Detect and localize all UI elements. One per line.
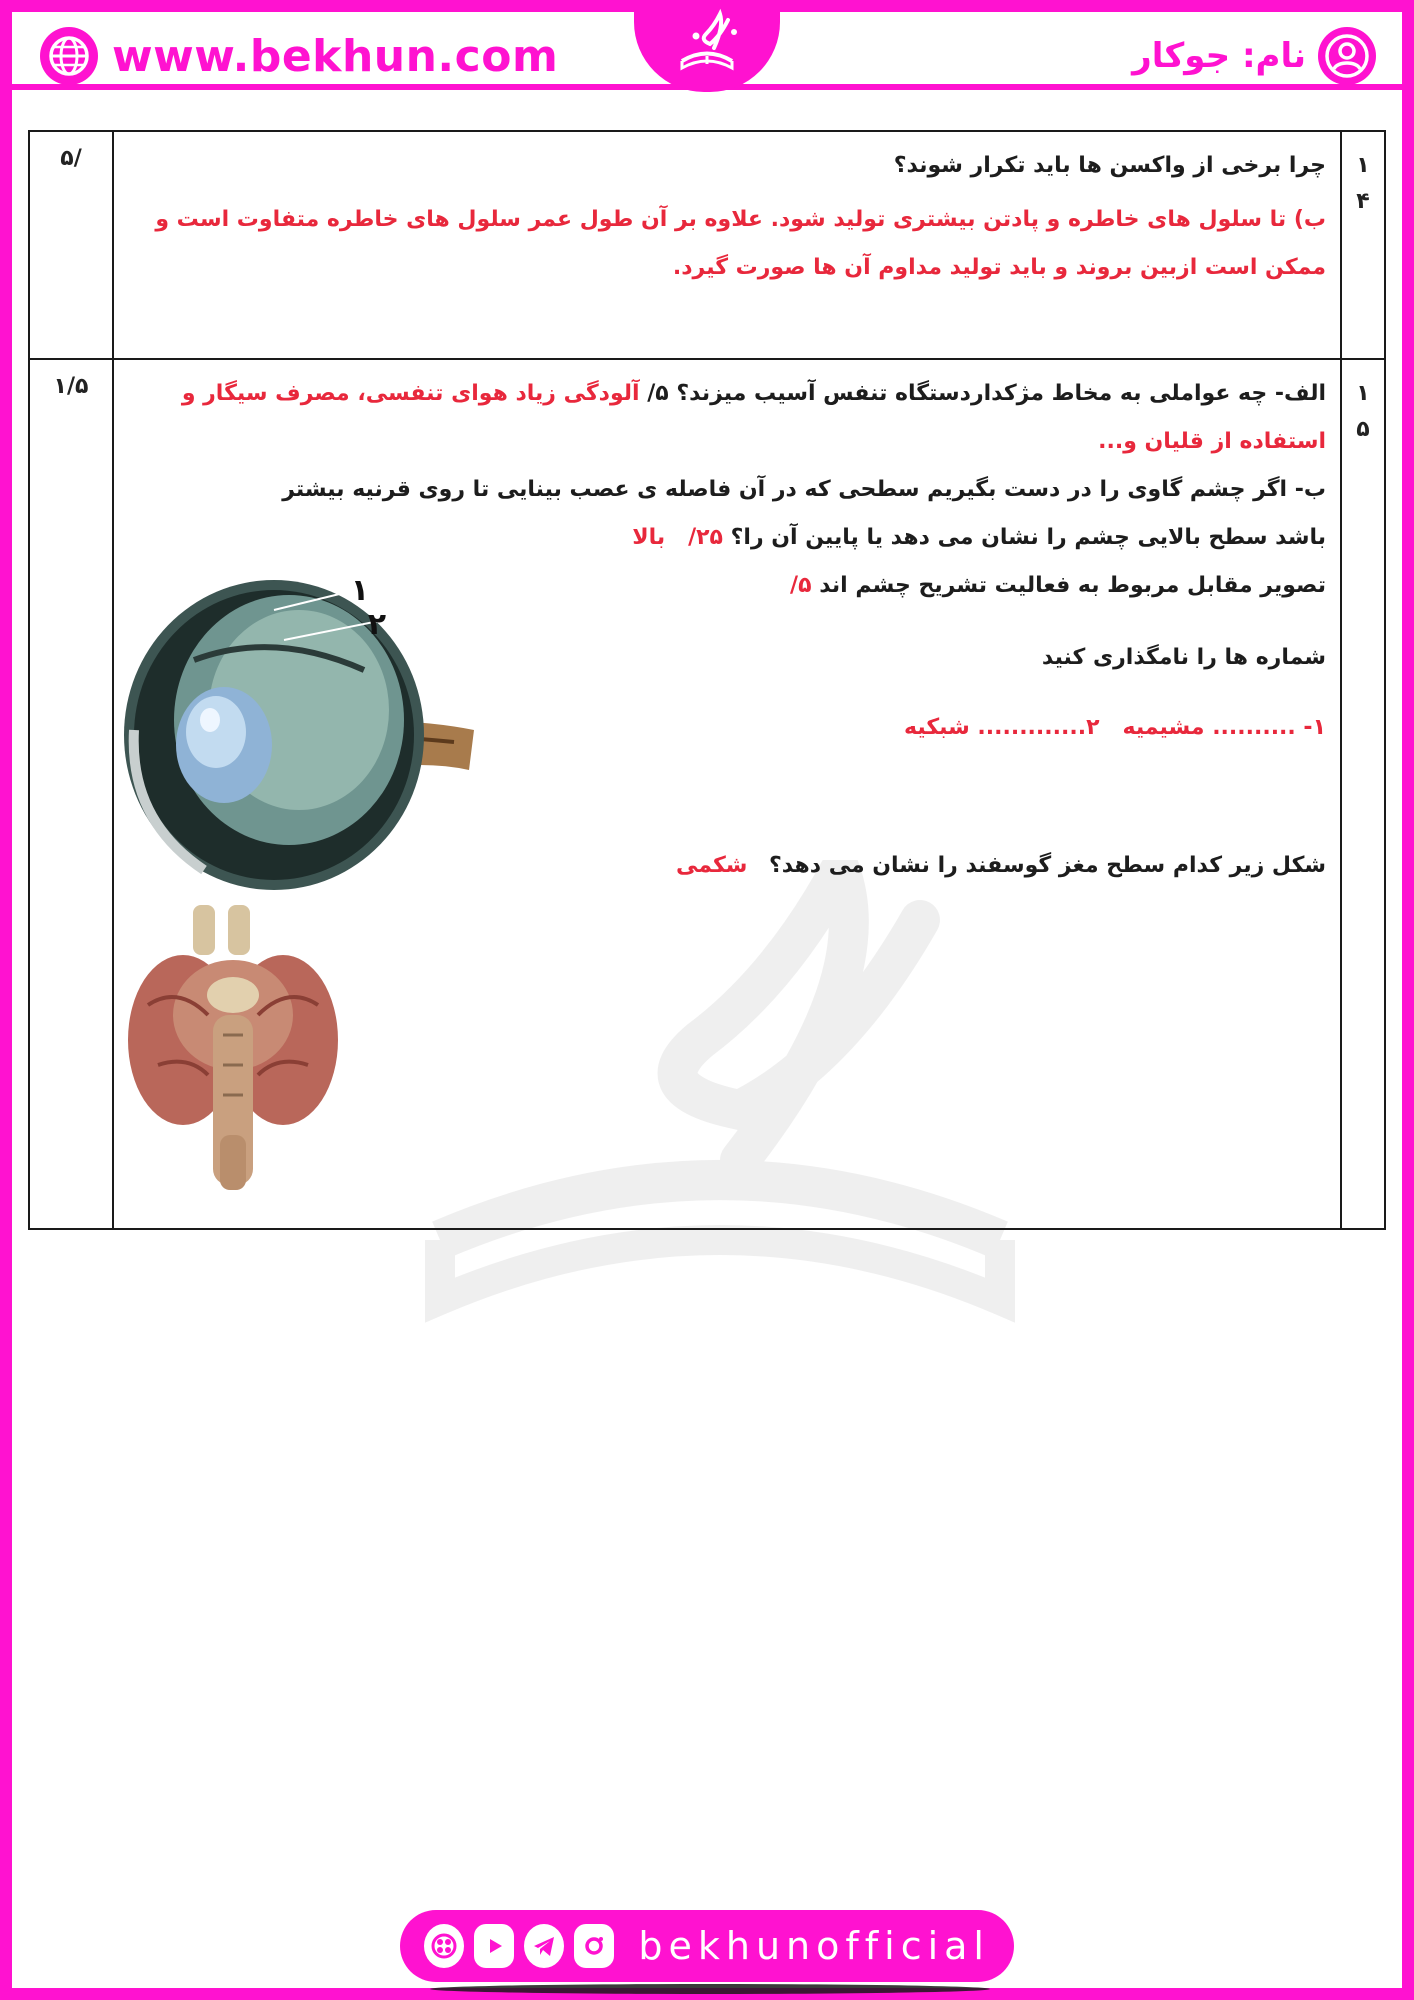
instagram-icon[interactable] — [574, 1924, 614, 1968]
telegram-icon[interactable] — [524, 1924, 564, 1968]
answer-text: ب) تا سلول های خاطره و پادتن بیشتری تولید شود. علاوه بر آن طول عمر سلول های خاطره متفاوت است و ممکن است ازبین بروند و باید تولید مداوم آن ها صورت گیرد. — [155, 207, 1326, 280]
question-content — [113, 359, 1341, 1229]
part-b-answer: ۲۵/ بالا — [632, 525, 723, 550]
eye-label-1: ۱ — [350, 573, 369, 608]
label-answer: ۱- .......... مشیمیه ۲............. شبکیه — [904, 715, 1326, 740]
question-number: ۱ ۴ — [1341, 131, 1385, 359]
question-score: ۱/۵ — [29, 359, 113, 1229]
aparat-icon[interactable] — [424, 1924, 464, 1968]
part-a — [128, 370, 1326, 466]
social-footer — [400, 1910, 1014, 1982]
question-number: ۱ ۵ — [1341, 359, 1385, 1229]
part-a-answer: آلودگی زیاد هوای تنفسی، مصرف سیگار و استفاده از قلیان و... — [181, 381, 1326, 454]
brain-question: شکل زیر کدام سطح مغز گوسفند را نشان می دهد؟ — [769, 853, 1326, 878]
question-score: /۵ — [29, 131, 113, 359]
eye-label-2: ۲ — [367, 607, 386, 642]
footer-shadow — [430, 1984, 990, 1994]
question-row-1 — [29, 131, 1385, 359]
name-label: نام: جوکار — [1132, 36, 1306, 76]
brain-answer: شکمی — [675, 853, 748, 878]
question-row-2 — [29, 359, 1385, 1229]
cow-eye-dissection-image — [124, 570, 484, 890]
site-url: www.bekhun.com — [112, 30, 559, 82]
part-b — [128, 466, 1326, 562]
eye-intro-text: تصویر مقابل مربوط به فعالیت تشریح چشم اند — [819, 573, 1326, 598]
part-b-question: ب- اگر چشم گاوی را در دست بگیریم سطحی که در آن فاصله ی عصب بینایی تا روی قرنیه بیشتر باشد سطح بالایی چشم را نشان می دهد یا پایین آن را؟ — [282, 477, 1326, 550]
question-table — [28, 130, 1386, 1230]
youtube-icon[interactable] — [474, 1924, 514, 1968]
social-handle: bekhunofficial — [638, 1924, 990, 1968]
question-text: چرا برخی از واکسن ها باید تکرار شوند؟ — [893, 153, 1326, 178]
part-a-question: الف- چه عواملی به مخاط مژکداردستگاه تنفس آسیب میزند؟ ۵/ — [647, 381, 1326, 406]
sheep-brain-image — [128, 905, 338, 1195]
label-task: شماره ها را نامگذاری کنید — [1041, 645, 1326, 670]
eye-score: ۵/ — [790, 573, 812, 598]
question-content — [113, 131, 1341, 359]
